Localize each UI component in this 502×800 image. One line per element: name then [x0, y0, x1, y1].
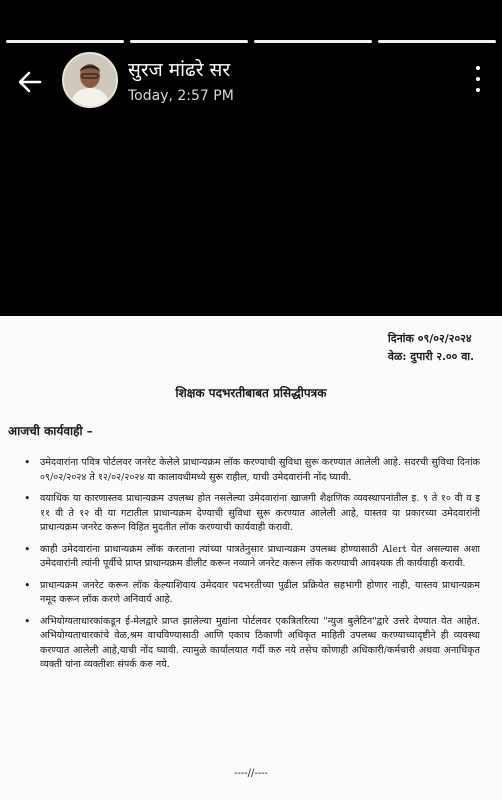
date-line: दिनांक ०९/०२/२०२४ — [387, 332, 472, 345]
story-progress-bar — [6, 40, 496, 43]
list-item: • वयाधिक या कारणास्तव प्राधान्यक्रम उपलब्ध होत नसलेल्या उमेदवारांना खाजगी शैक्षणिक व्यवस्थापनांतील इ. ९ ते १० वी व इ ११ वी ते १२ वी या गटातील प्राधान्यक्रम देण्याची सुविधा सुरू करण्यात आलेली आहे, यास्तव या प्रकारच्या उमेदवारांनी प्राधान्यक्रम जनरेट करून विहित मुदतीत लॉक करण्याची कार्यवाही करावी. — [24, 492, 480, 536]
back-button[interactable] — [14, 66, 46, 98]
sender-name: सुरज मांढरे सर — [128, 59, 231, 81]
document-date — [388, 330, 474, 366]
story-progress-segment — [378, 40, 496, 43]
document-end-mark: ----//---- — [234, 768, 268, 779]
avatar-image — [64, 54, 116, 106]
action-list — [24, 456, 480, 680]
document-subhead: आजची कार्यवाही – — [8, 424, 93, 438]
press-release-image — [0, 316, 502, 800]
time-line: वेळ: दुपारी २.०० वा. — [387, 350, 474, 363]
list-item: • काही उमेदवारांना प्राधान्यक्रम लॉक करताना त्यांच्या पात्रतेनुसार प्राधान्यक्रम उपलब्ध होण्यासाठी Alert येत असल्यास अशा उमेदवारांनी त्यांनी पूर्वीचे प्राप्त प्राधान्यक्रम डीलीट करून नव्याने जनरेट करून लॉक करण्याची आवश्यक ती कार्यवाही करावी. — [24, 543, 480, 572]
story-progress-segment — [130, 40, 248, 43]
story-progress-segment — [6, 40, 124, 43]
list-item: • उमेदवारांना पवित्र पोर्टलवर जनरेट केलेले प्राधान्यक्रम लॉक करण्याची सुविधा सुरू करण्यात आलेली आहे. सदरची सुविधा दिनांक ०९/०२/२०२४ ते १२/०२/२०२४ या कालावधीमध्ये सुरू राहील, याची उमेदवारांनी नोंद घ्यावी. — [24, 456, 480, 485]
avatar[interactable] — [62, 52, 118, 108]
list-item: • प्राधान्यक्रम जनरेट करून लॉक केल्याशिवाय उमेदवार पदभरतीच्या पुढील प्रक्रियेत सहभागी होणार नाही, यास्तव प्राधान्यक्रम नमूद करून लॉक करणे अनिवार्य आहे. — [24, 579, 480, 608]
list-item: • अभियोग्यताधारकांकडून ई-मेलद्वारे प्राप्त झालेल्या मुद्यांना पोर्टलवर एकत्रितरित्या "न्युज बुलेटिन"द्वारे उत्तरे देण्यात येत आहेत. अभियोग्यताधारकांचे वेळ,श्रम वाचविण्यासाठी आणि एकाच ठिकाणी अधिकृत माहिती उपलब्ध करण्याच्यादृष्टीने ही व्यवस्था करण्यात आलेली आहे,याची नोंद घ्यावी. त्यामुळे कार्यालयात गर्दी करु नये तसेच कोणाही अधिकारी/कर्मचारी अथवा अनाधिकृत व्यक्ती यांना व्यक्तीशः संपर्क करु नये. — [24, 615, 480, 673]
story-progress-segment — [254, 40, 372, 43]
document-title: शिक्षक पदभरतीबाबत प्रसिद्धीपत्रक — [175, 386, 327, 400]
vertical-dots-icon[interactable] — [474, 66, 482, 92]
status-header — [0, 52, 502, 122]
arrow-left-icon — [14, 66, 46, 98]
status-timestamp: Today, 2:57 PM — [128, 88, 234, 104]
